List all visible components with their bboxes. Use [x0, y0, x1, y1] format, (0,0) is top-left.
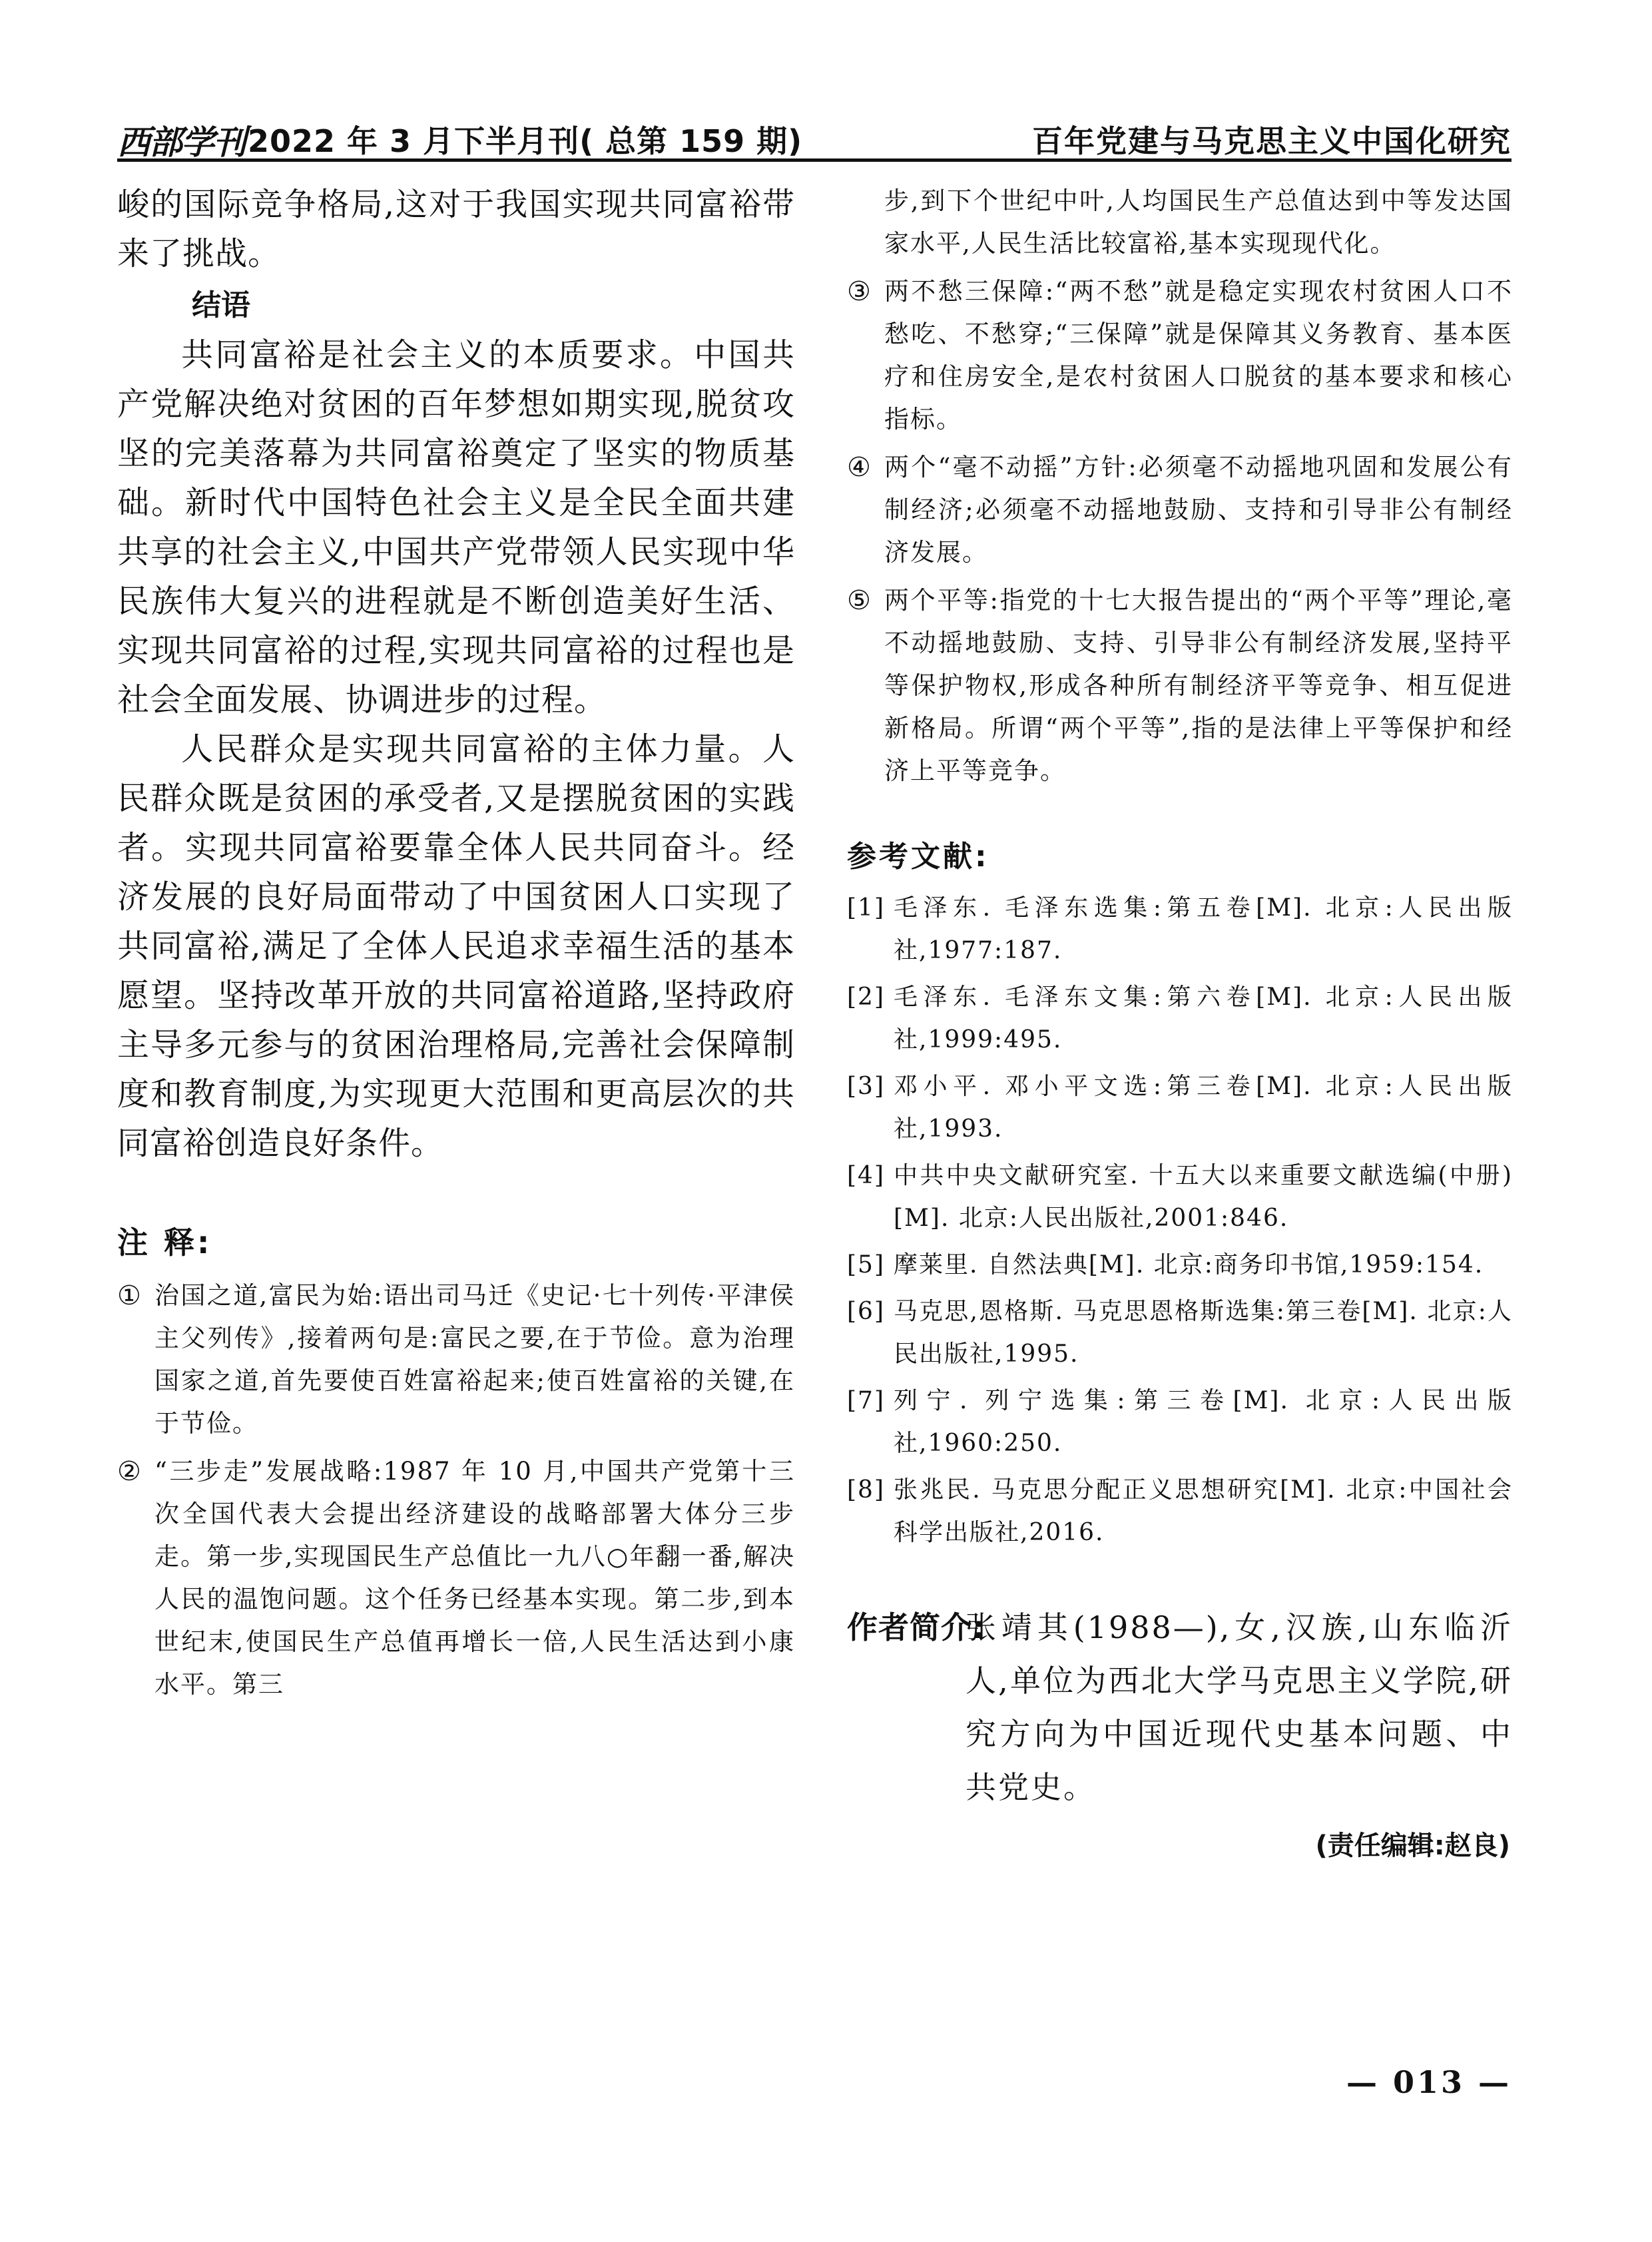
note-marker: ⑤: [847, 585, 872, 616]
reference-text: 摩莱里. 自然法典[M]. 北京:商务印书馆,1959:154.: [894, 1251, 1484, 1278]
reference-item: [847, 1244, 1513, 1286]
reference-text: 毛泽东. 毛泽东选集:第五卷[M]. 北京:人民出版社,1977:187.: [894, 894, 1513, 964]
column-title: 百年党建与马克思主义中国化研究: [1032, 123, 1512, 159]
conclusion-heading: 结语: [192, 288, 250, 322]
note-marker: ①: [117, 1280, 142, 1311]
reference-number: [2]: [847, 983, 885, 1011]
reference-item: [847, 887, 1513, 972]
left-column: [117, 180, 795, 1711]
note-text: 两不愁三保障:“两不愁”就是稳定实现农村贫困人口不愁吃、不愁穿;“三保障”就是保障其义务教育、基本医疗和住房安全,是农村贫困人口脱贫的基本要求和核心指标。: [884, 277, 1513, 433]
reference-item: [847, 976, 1513, 1061]
reference-text: 中共中央文献研究室. 十五大以来重要文献选编(中册)[M]. 北京:人民出版社,2001:846.: [894, 1162, 1513, 1232]
references-heading: 参考文献:: [847, 840, 989, 874]
reference-text: 邓小平. 邓小平文选:第三卷[M]. 北京:人民出版社,1993.: [894, 1073, 1513, 1143]
reference-item: [847, 1380, 1513, 1465]
reference-number: [5]: [847, 1251, 885, 1278]
note-text: “三步走”发展战略:1987 年 10 月,中国共产党第十三次全国代表大会提出经济建设的战略部署大体分三步走。第一步,实现国民生产总值比一九八○年翻一番,解决人民的温饱问题。这个任务已经基本实现。第二步,到本世纪末,使国民生产总值再增长一倍,人民生活达到小康水平。第三: [154, 1457, 795, 1699]
note-marker: ②: [117, 1456, 142, 1487]
reference-number: [4]: [847, 1162, 885, 1189]
note-marker: ③: [847, 276, 872, 307]
note-text: 治国之道,富民为始:语出司马迁《史记·七十列传·平津侯主父列传》,接着两句是:富民之要,在于节俭。意为治理国家之道,首先要使百姓富裕起来;使百姓富裕的关键,在于节俭。: [154, 1281, 795, 1438]
page-number: — 013 —: [1346, 2064, 1512, 2100]
reference-text: 张兆民. 马克思分配正义思想研究[M]. 北京:中国社会科学出版社,2016.: [894, 1476, 1513, 1546]
reference-number: [1]: [847, 894, 885, 922]
reference-number: [8]: [847, 1476, 885, 1504]
note-item: [117, 1450, 795, 1706]
note-item: [847, 270, 1513, 441]
author-bio-text: 张靖其(1988—),女,汉族,山东临沂人,单位为西北大学马克思主义学院,研究方向为中国近现代史基本问题、中共党史。: [965, 1609, 1513, 1805]
reference-item: [847, 1065, 1513, 1151]
reference-text: 马克思,恩格斯. 马克思恩格斯选集:第三卷[M]. 北京:人民出版社,1995.: [894, 1298, 1513, 1368]
reference-item: [847, 1290, 1513, 1376]
reference-text: 毛泽东. 毛泽东文集:第六卷[M]. 北京:人民出版社,1999:495.: [894, 983, 1513, 1053]
reference-number: [6]: [847, 1298, 885, 1325]
notes-heading: 注 释:: [117, 1225, 212, 1261]
issue-info: 2022 年 3 月下半月刊( 总第 159 期): [248, 123, 803, 159]
note-item-continued: [847, 180, 1513, 265]
note-text: 两个平等:指党的十七大报告提出的“两个平等”理论,毫不动摇地鼓励、支持、引导非公有制经济发展,坚持平等保护物权,形成各种所有制经济平等竞争、相互促进新格局。所谓“两个平等”,指的是法律上平等保护和经济上平等竞争。: [884, 586, 1513, 785]
paragraph-continued: 峻的国际竞争格局,这对于我国实现共同富裕带来了挑战。: [117, 186, 795, 272]
right-column: [847, 180, 1513, 1862]
responsible-editor: (责任编辑:赵良): [1315, 1830, 1510, 1861]
author-bio-label: 作者简介:: [847, 1609, 985, 1645]
reference-item: [847, 1155, 1513, 1240]
author-bio: [847, 1601, 1513, 1814]
note-item: [847, 446, 1513, 574]
reference-number: [7]: [847, 1387, 885, 1414]
note-item: [847, 579, 1513, 792]
running-header: [117, 112, 1512, 162]
reference-item: [847, 1469, 1513, 1554]
journal-masthead: 西部学刊: [117, 123, 245, 162]
conclusion-paragraph-2: 人民群众是实现共同富裕的主体力量。人民群众既是贫困的承受者,又是摆脱贫困的实践者。实现共同富裕要靠全体人民共同奋斗。经济发展的良好局面带动了中国贫困人口实现了共同富裕,满足了全体人民追求幸福生活的基本愿望。坚持改革开放的共同富裕道路,坚持政府主导多元参与的贫困治理格局,完善社会保障制度和教育制度,为实现更大范围和更高层次的共同富裕创造良好条件。: [117, 730, 795, 1162]
note-item: [117, 1274, 795, 1445]
note-text: 两个“毫不动摇”方针:必须毫不动摇地巩固和发展公有制经济;必须毫不动摇地鼓励、支持和引导非公有制经济发展。: [884, 453, 1513, 567]
reference-text: 列宁. 列宁选集:第三卷[M]. 北京:人民出版社,1960:250.: [894, 1387, 1513, 1457]
note-text: 步,到下个世纪中叶,人均国民生产总值达到中等发达国家水平,人民生活比较富裕,基本实现现代化。: [884, 186, 1513, 258]
reference-number: [3]: [847, 1073, 885, 1100]
note-marker: ④: [847, 452, 872, 483]
conclusion-paragraph-1: 共同富裕是社会主义的本质要求。中国共产党解决绝对贫困的百年梦想如期实现,脱贫攻坚的完美落幕为共同富裕奠定了坚实的物质基础。新时代中国特色社会主义是全民全面共建共享的社会主义,中国共产党带领人民实现中华民族伟大复兴的进程就是不断创造美好生活、实现共同富裕的过程,实现共同富裕的过程也是社会全面发展、协调进步的过程。: [117, 336, 795, 718]
